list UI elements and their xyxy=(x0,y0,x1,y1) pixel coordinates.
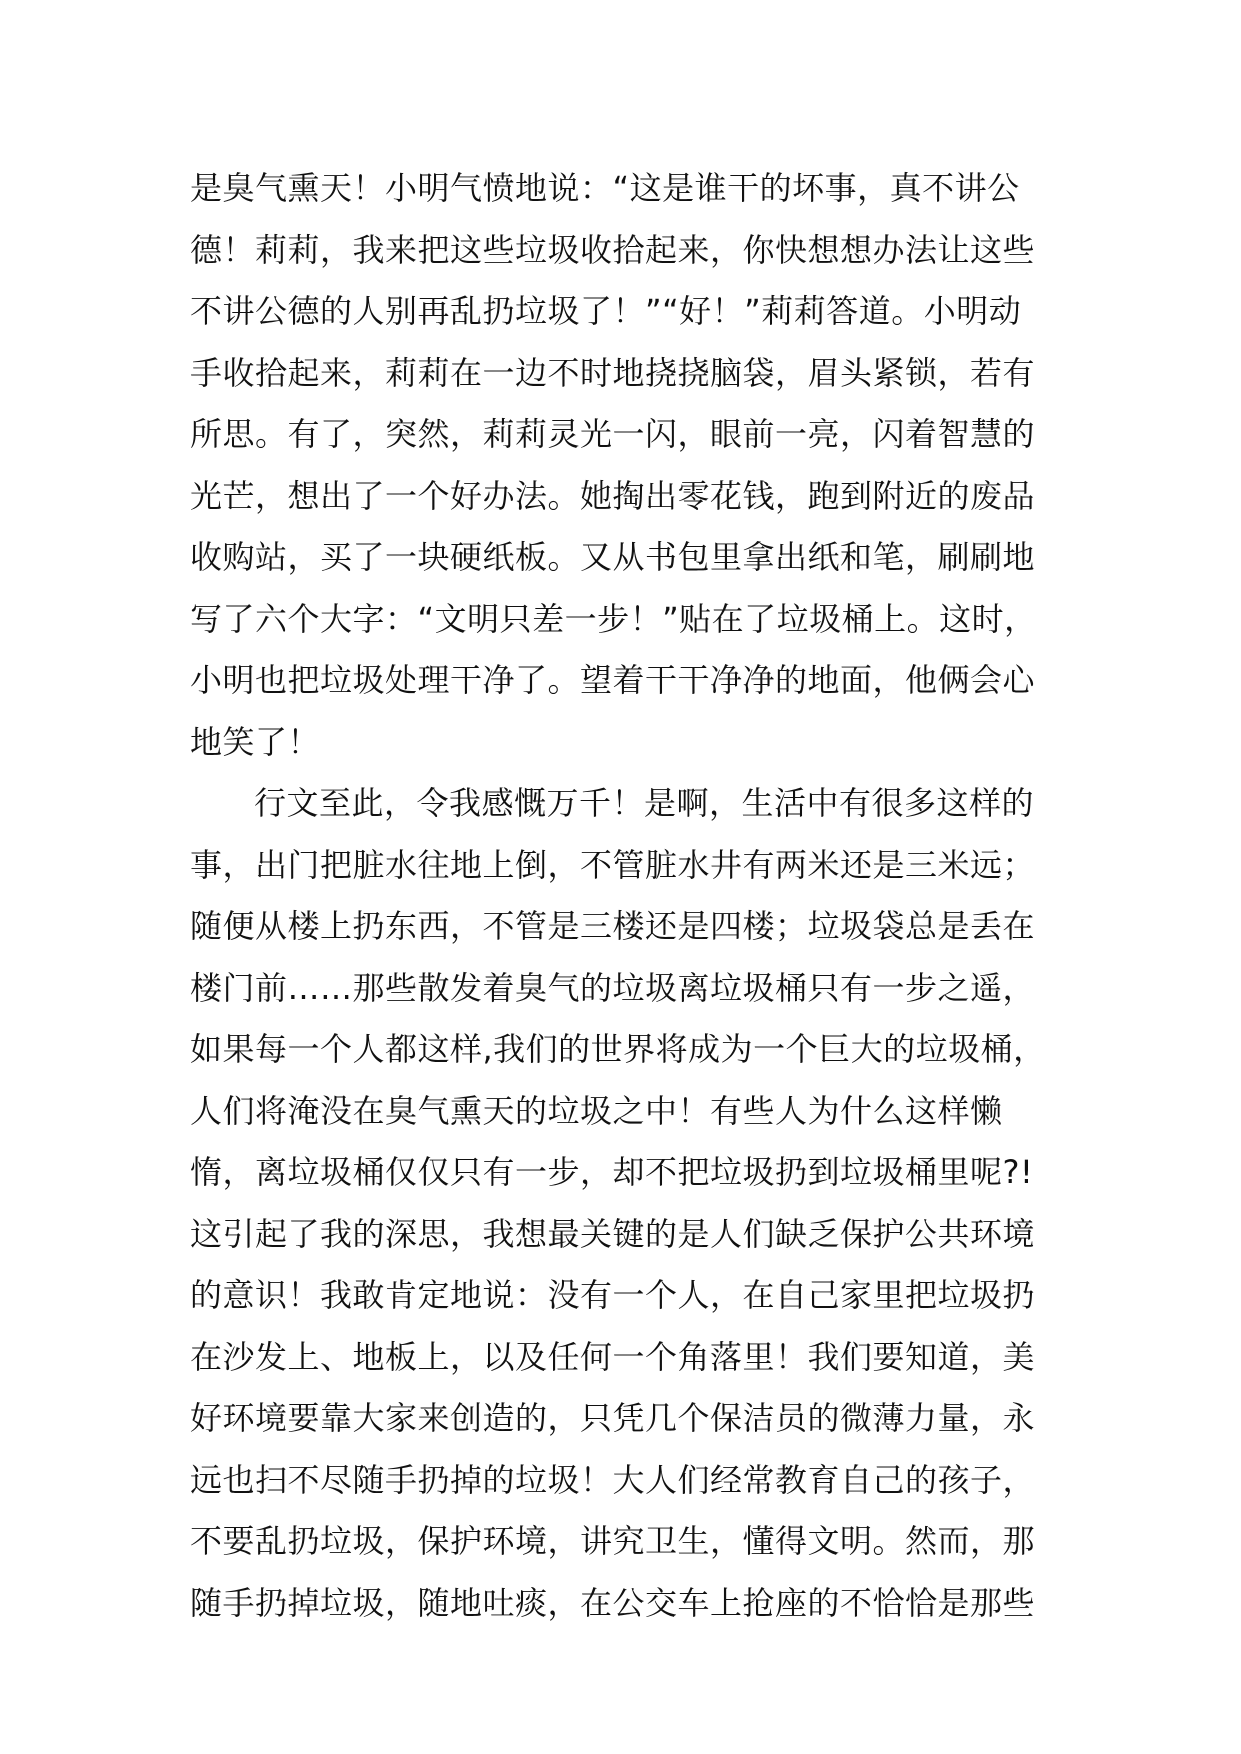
text-line: 人们将淹没在臭气熏天的垃圾之中！有些人为什么这样懒 xyxy=(190,1091,1003,1130)
document-body xyxy=(190,158,1070,1634)
text-line: 不讲公德的人别再乱扔垃圾了！”“好！”莉莉答道。小明动 xyxy=(190,292,1022,330)
text-line: 地笑了！ xyxy=(190,722,321,761)
text-line: 如果每一个人都这样,我们的世界将成为一个巨大的垃圾桶， xyxy=(190,1030,1046,1068)
text-line: 随手扔掉垃圾，随地吐痰，在公交车上抢座的不恰恰是那些 xyxy=(190,1583,1036,1622)
text-line: 光芒，想出了一个好办法。她掏出零花钱，跑到附近的废品 xyxy=(190,476,1036,515)
text-line: 手收拾起来，莉莉在一边不时地挠挠脑袋，眉头紧锁，若有 xyxy=(190,353,1036,392)
text-line: 小明也把垃圾处理干净了。望着干干净净的地面，他俩会心 xyxy=(190,661,1036,699)
text-line: 不要乱扔垃圾，保护环境，讲究卫生，懂得文明。然而，那 xyxy=(190,1522,1036,1560)
text-line: 在沙发上、地板上，以及任何一个角落里！我们要知道，美 xyxy=(190,1337,1036,1376)
text-line: 事，出门把脏水往地上倒，不管脏水井有两米还是三米远； xyxy=(190,845,1036,884)
text-line: 随便从楼上扔东西，不管是三楼还是四楼；垃圾袋总是丢在 xyxy=(190,907,1036,945)
text-line: 好环境要靠大家来创造的，只凭几个保洁员的微薄力量，永 xyxy=(190,1399,1036,1437)
text-line: 收购站，买了一块硬纸板。又从书包里拿出纸和笔，刷刷地 xyxy=(190,538,1036,576)
text-line: 这引起了我的深思，我想最关键的是人们缺乏保护公共环境 xyxy=(190,1214,1036,1253)
text-line: 的意识！我敢肯定地说：没有一个人，在自己家里把垃圾扔 xyxy=(190,1276,1036,1314)
text-line: 惰，离垃圾桶仅仅只有一步，却不把垃圾扔到垃圾桶里呢?! xyxy=(190,1153,1034,1191)
text-line: 所思。有了，突然，莉莉灵光一闪，眼前一亮，闪着智慧的 xyxy=(190,415,1036,453)
paragraph-start-line: 行文至此，令我感慨万千！是啊，生活中有很多这样的 xyxy=(254,784,1035,822)
text-line: 写了六个大字：“文明只差一步！”贴在了垃圾桶上。这时， xyxy=(190,599,1037,638)
text-line: 远也扫不尽随手扔掉的垃圾！大人们经常教育自己的孩子， xyxy=(190,1460,1036,1499)
text-line: 是臭气熏天！小明气愤地说：“这是谁干的坏事，真不讲公 xyxy=(190,169,1020,207)
text-line: 楼门前……那些散发着臭气的垃圾离垃圾桶只有一步之遥， xyxy=(190,968,1036,1007)
text-line: 德！莉莉，我来把这些垃圾收拾起来，你快想想办法让这些 xyxy=(190,230,1036,269)
